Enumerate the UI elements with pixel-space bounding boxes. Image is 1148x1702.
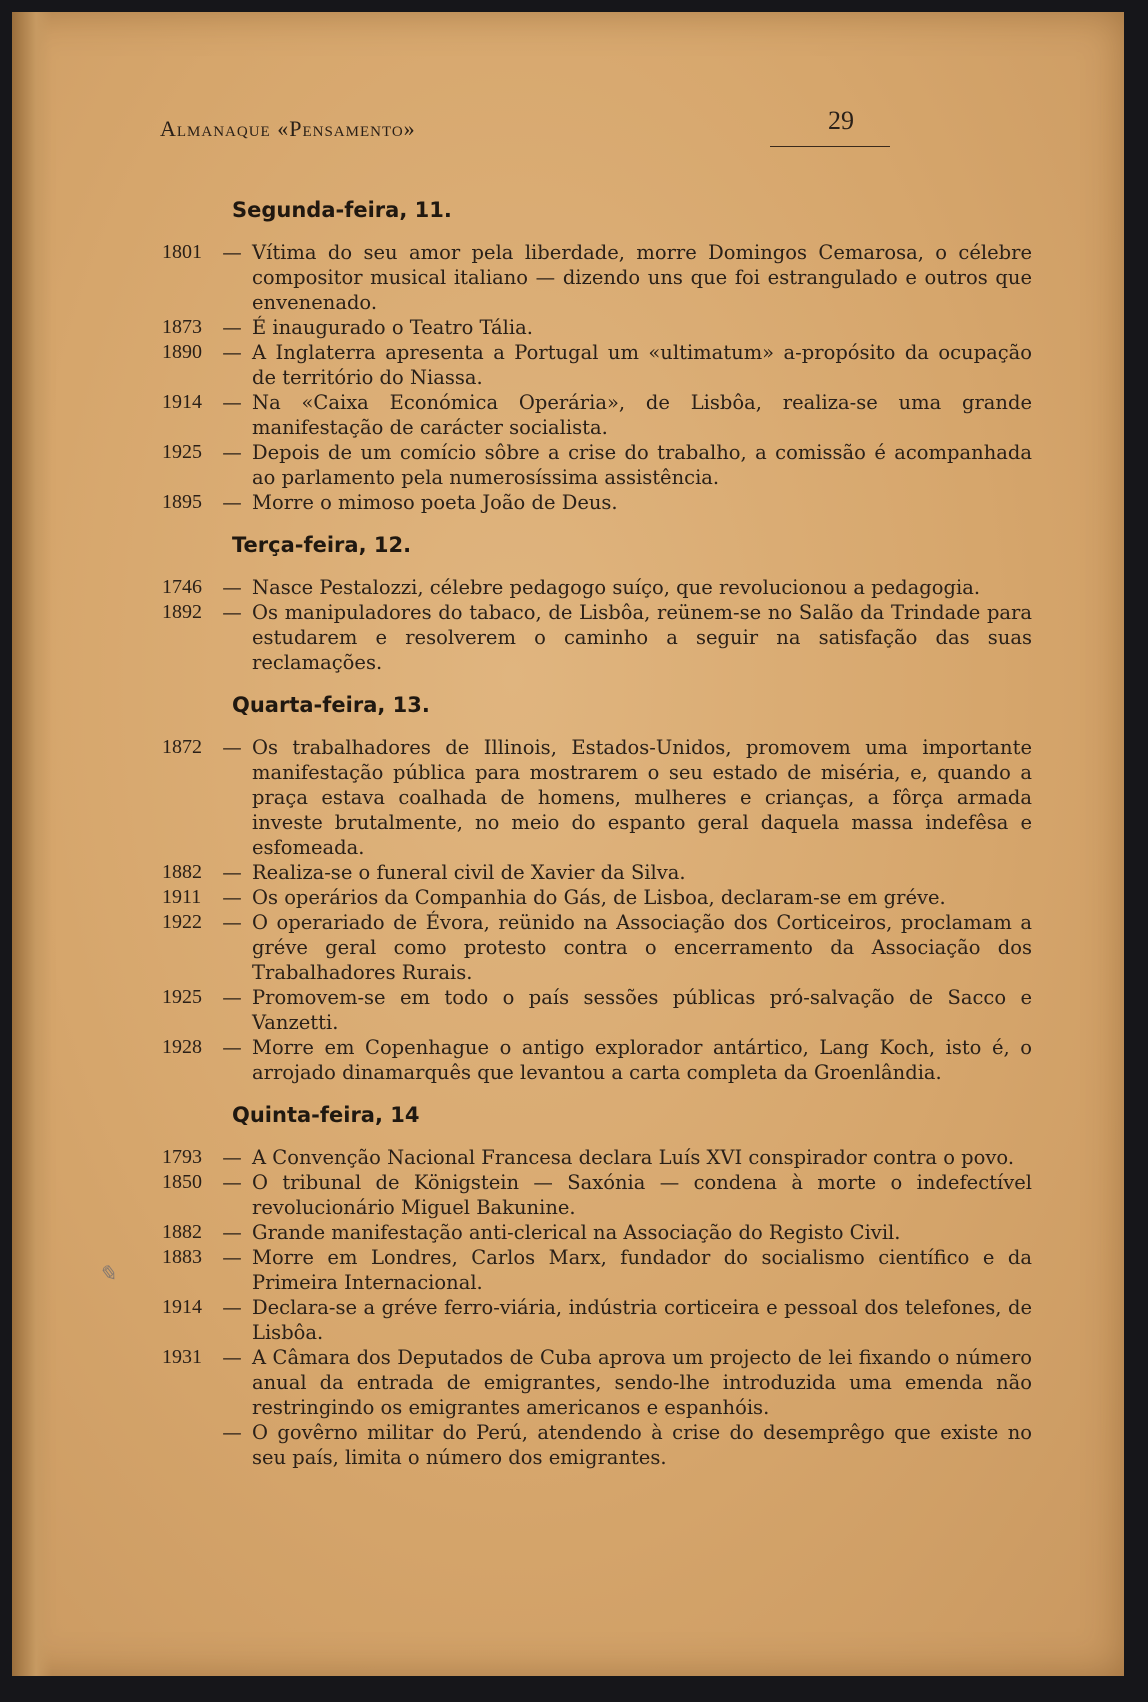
entry-dash: — (222, 1246, 242, 1269)
entry-dash: — (222, 1346, 242, 1369)
entry-row (162, 390, 1032, 440)
entry-row (162, 575, 1032, 600)
entry-year: 1928 (162, 1036, 202, 1058)
entry-year: 1922 (162, 911, 202, 933)
entry-row (162, 490, 1032, 515)
entry-year: 1925 (162, 986, 202, 1008)
entry-year: 1882 (162, 861, 202, 883)
entry-row (162, 440, 1032, 490)
entry-dash: — (222, 391, 242, 414)
entry-row (162, 1170, 1032, 1220)
entry-year: 1882 (162, 1221, 202, 1243)
entry-row (162, 1345, 1032, 1420)
entry-text: É inaugurado o Teatro Tália. (252, 316, 533, 339)
entry-row (162, 600, 1032, 675)
entry-year: 1793 (162, 1146, 202, 1168)
entry-year: 1925 (162, 441, 202, 463)
entry-year: 1892 (162, 601, 202, 623)
entry-text: Vítima do seu amor pela liberdade, morre Domingos Cemarosa, o célebre compositor musical italiano — dizendo uns que foi estrangulado e outros que envenenado. (252, 241, 1032, 314)
entry-dash: — (222, 886, 242, 909)
entry-text: Realiza-se o funeral civil de Xavier da Silva. (252, 861, 686, 884)
entry-dash: — (222, 986, 242, 1009)
day-section (162, 1103, 1032, 1470)
page-binding-shadow (12, 12, 52, 1676)
entry-year: 1801 (162, 241, 202, 263)
entry-year: 1914 (162, 391, 202, 413)
day-title: Segunda-feira, 11. (232, 198, 452, 222)
almanac-content (162, 198, 1032, 1484)
entry-row (162, 735, 1032, 860)
entry-dash: — (222, 491, 242, 514)
entry-year: 1914 (162, 1296, 202, 1318)
pencil-margin-mark: ✎ (98, 1262, 117, 1287)
entry-row (162, 910, 1032, 985)
entry-dash: — (222, 1146, 242, 1169)
entry-dash: — (222, 1171, 242, 1194)
day-section (162, 693, 1032, 1085)
entry-year: 1931 (162, 1346, 202, 1368)
entry-year (162, 1420, 212, 1470)
header-rule (770, 146, 890, 147)
entry-year: 1911 (162, 886, 202, 908)
entry-text: Morre o mimoso poeta João de Deus. (252, 491, 618, 514)
entry-row (162, 1220, 1032, 1245)
entry-row (162, 885, 1032, 910)
entry-year: 1873 (162, 316, 202, 338)
day-title: Quarta-feira, 13. (232, 693, 430, 717)
entry-row (162, 985, 1032, 1035)
entry-text: Na «Caixa Económica Operária», de Lisbôa, realiza-se uma grande manifestação de carácter socialista. (252, 391, 1032, 439)
entry-dash: — (222, 576, 242, 599)
entry-text: Morre em Copenhague o antigo explorador antártico, Lang Koch, isto é, o arrojado dinamarquês que levantou a carta completa da Groenlândia. (252, 1036, 1032, 1084)
entry-text: O tribunal de Königstein — Saxónia — condena à morte o indefectível revolucionário Miguel Bakunine. (252, 1171, 1032, 1219)
entry-row (162, 340, 1032, 390)
entry-text: Declara-se a gréve ferro-viária, indústria corticeira e pessoal dos telefones, de Lisbôa. (252, 1296, 1032, 1344)
entry-year: 1872 (162, 736, 202, 758)
entry-dash: — (222, 601, 242, 624)
entry-dash: — (222, 1421, 242, 1444)
entry-text: Promovem-se em todo o país sessões públicas pró-salvação de Sacco e Vanzetti. (252, 986, 1032, 1034)
entry-dash: — (222, 316, 242, 339)
entry-year: 1895 (162, 491, 202, 513)
entry-row (162, 1145, 1032, 1170)
entry-text: Os trabalhadores de Illinois, Estados-Unidos, promovem uma importante manifestação pública para mostrarem o seu estado de miséria, e, quando a praça estava coalhada de homens, mulheres e crianças, a fôrça armada investe brutalmente, no meio do espanto geral daquela massa indefêsa e esfomeada. (252, 736, 1032, 859)
entry-dash: — (222, 1296, 242, 1319)
entry-dash: — (222, 441, 242, 464)
entry-text: A Câmara dos Deputados de Cuba aprova um projecto de lei fixando o número anual da entrada de emigrantes, sendo-lhe introduzida uma emenda não restringindo os emigrantes americanos e espanhóis. (252, 1346, 1032, 1419)
entry-text: A Convenção Nacional Francesa declara Luís XVI conspirador contra o povo. (252, 1146, 1015, 1169)
entry-dash: — (222, 861, 242, 884)
entry-row (162, 1245, 1032, 1295)
entry-text: Os manipuladores do tabaco, de Lisbôa, reünem-se no Salão da Trindade para estudarem e resolverem o caminho a seguir na satisfação das suas reclamações. (252, 601, 1032, 674)
entry-dash: — (222, 241, 242, 264)
entry-dash: — (222, 736, 242, 759)
entry-text: Os operários da Companhia do Gás, de Lisboa, declaram-se em gréve. (252, 886, 946, 909)
entry-dash: — (222, 1221, 242, 1244)
entry-row (162, 1035, 1032, 1085)
entry-text: O operariado de Évora, reünido na Associação dos Corticeiros, proclamam a gréve geral como protesto contra o encerramento da Associação dos Trabalhadores Rurais. (252, 911, 1032, 984)
entry-row (162, 1295, 1032, 1345)
page-number: 29 (828, 106, 854, 135)
entry-text: O govêrno militar do Perú, atendendo à crise do desemprêgo que existe no seu país, limita o número dos emigrantes. (252, 1421, 1032, 1469)
entry-text: Nasce Pestalozzi, célebre pedagogo suíço, que revolucionou a pedagogia. (252, 576, 981, 599)
day-section (162, 533, 1032, 675)
entry-text: Morre em Londres, Carlos Marx, fundador do socialismo científico e da Primeira Internacional. (252, 1246, 1032, 1294)
entry-year: 1890 (162, 341, 202, 363)
entry-row (162, 315, 1032, 340)
entry-row (162, 240, 1032, 315)
entry-dash: — (222, 1036, 242, 1059)
book-page (12, 12, 1124, 1676)
entry-row (162, 860, 1032, 885)
day-section (162, 198, 1032, 515)
entry-year: 1883 (162, 1246, 202, 1268)
entry-row (162, 1420, 1032, 1470)
entry-year: 1746 (162, 576, 202, 598)
entry-dash: — (222, 341, 242, 364)
running-title: Almanaque «Pensamento» (160, 116, 416, 141)
day-title: Terça-feira, 12. (232, 533, 412, 557)
entry-year: 1850 (162, 1171, 202, 1193)
entry-text: Depois de um comício sôbre a crise do trabalho, a comissão é acompanhada ao parlamento pela numerosíssima assistência. (252, 441, 1032, 489)
entry-text: Grande manifestação anti-clerical na Associação do Registo Civil. (252, 1221, 901, 1244)
entry-dash: — (222, 911, 242, 934)
entry-text: A Inglaterra apresenta a Portugal um «ultimatum» a-propósito da ocupação de território do Niassa. (252, 341, 1032, 389)
day-title: Quinta-feira, 14 (232, 1103, 420, 1127)
